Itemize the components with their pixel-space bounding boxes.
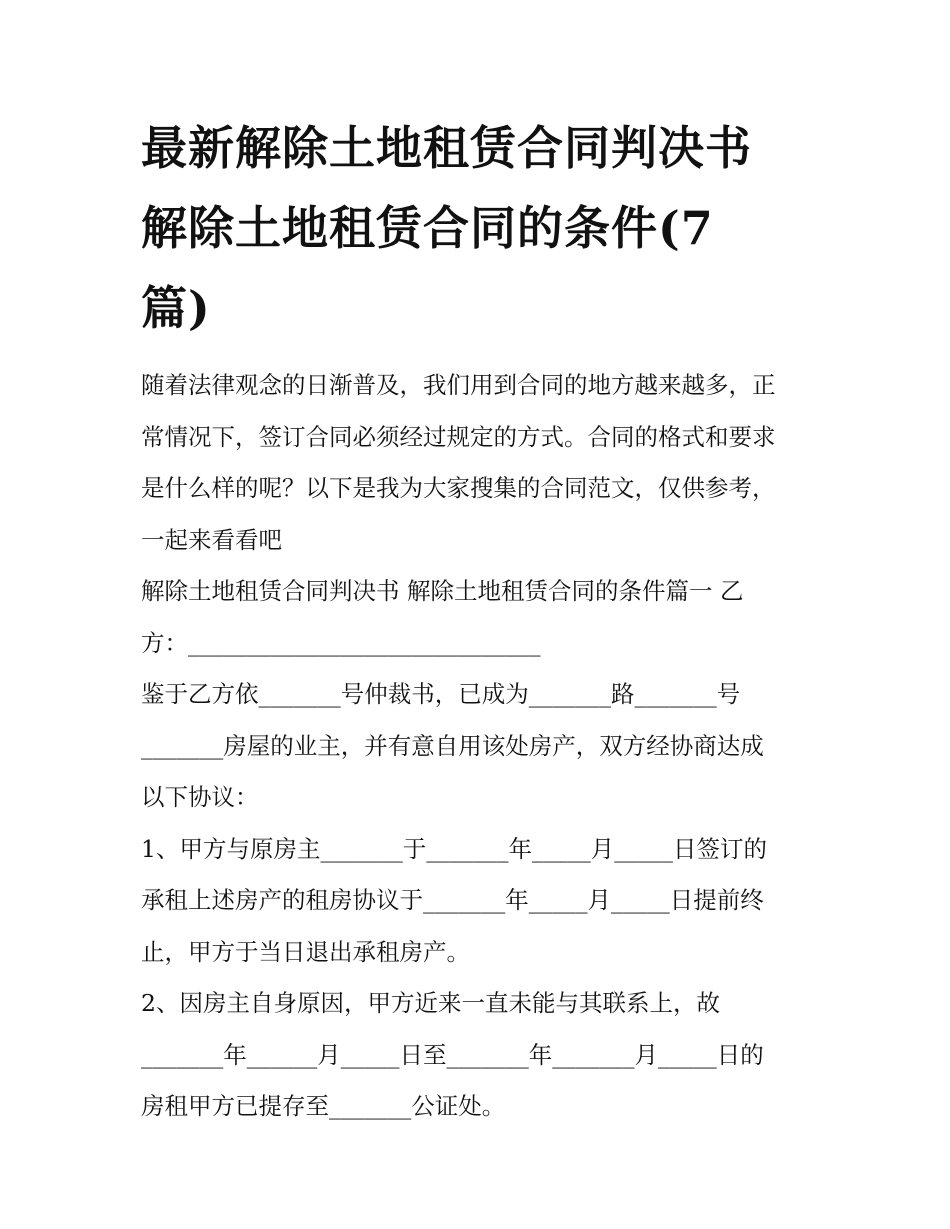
section-heading-line: 解除土地租赁合同判决书 解除土地租赁合同的条件篇一 乙 [141, 577, 744, 605]
clause-2-line: 2、因房主自身原因，甲方近来一直未能与其联系上，故 [141, 989, 720, 1017]
title-line: 最新解除土地租赁合同判决书 [141, 121, 752, 175]
intro-line: 随着法律观念的日渐普及，我们用到合同的地方越来越多，正 [141, 371, 776, 399]
title-line: 解除土地租赁合同的条件(7 [141, 201, 714, 255]
document-page [141, 108, 831, 1133]
title-line: 篇) [141, 281, 211, 335]
recital-line: 以下协议： [141, 783, 259, 811]
clause-2 [141, 978, 831, 1133]
clause-2-line: 房租甲方已提存至_______公证处。 [141, 1092, 506, 1120]
recital-line: 鉴于乙方依_______号仲裁书，已成为_______路_______号 [141, 680, 741, 708]
clause-2-line: _______年______月_____日至_______年_______月_____日的 [141, 1040, 764, 1069]
clause-1-line: 1、甲方与原房主_______于_______年_____月_____日签订的 [141, 834, 767, 863]
intro-line: 常情况下，签订合同必须经过规定的方式。合同的格式和要求 [141, 422, 776, 451]
intro-paragraph [141, 360, 831, 566]
section-heading-line: 方：______________________________ [141, 628, 541, 657]
recital-line: _______房屋的业主，并有意自用该处房产，双方经协商达成 [141, 731, 764, 760]
document-title [141, 108, 831, 348]
clause-1-line: 止，甲方于当日退出承租房产。 [141, 937, 470, 966]
intro-line: 是什么样的呢？以下是我为大家搜集的合同范文，仅供参考， [141, 474, 776, 502]
recital-paragraph [141, 669, 831, 824]
clause-1 [141, 824, 831, 979]
section-heading [141, 566, 831, 669]
intro-line: 一起来看看吧 [141, 525, 282, 554]
clause-1-line: 承租上述房产的租房协议于_______年_____月_____日提前终 [141, 886, 764, 914]
